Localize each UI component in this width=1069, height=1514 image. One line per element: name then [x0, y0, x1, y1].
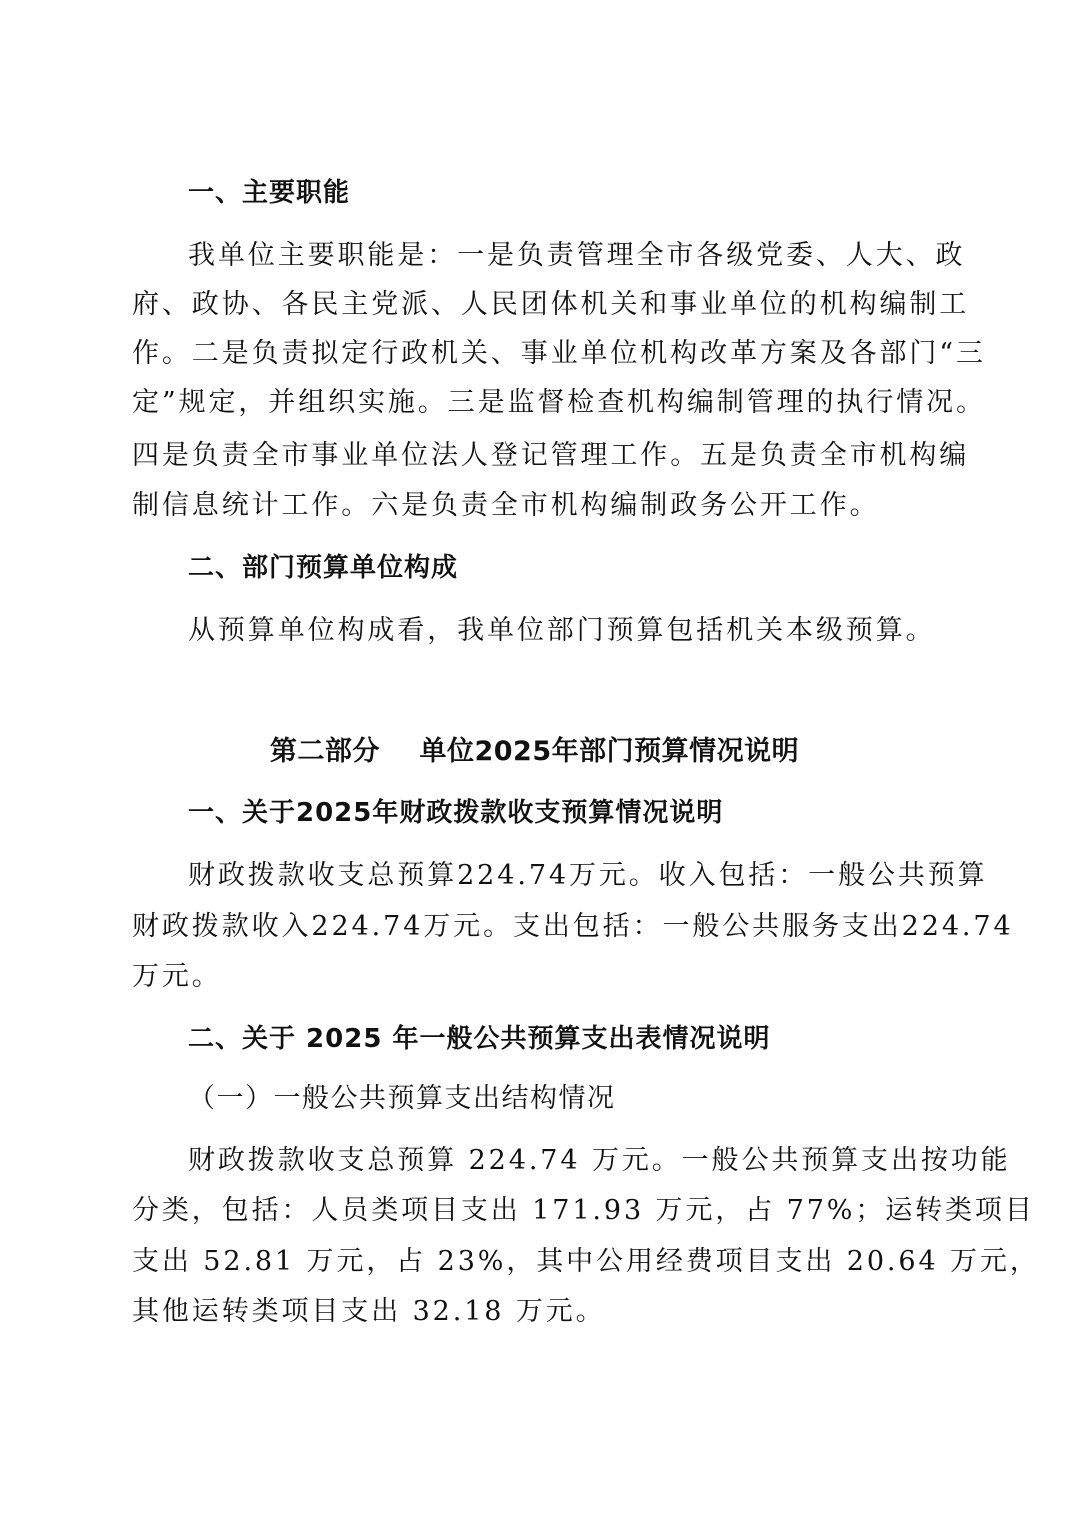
paragraph-line: 府、政协、各民主党派、人民团体机关和事业单位的机构编制工: [132, 289, 970, 320]
paragraph-line: 四是负责全市事业单位法人登记管理工作。五是负责全市机构编: [132, 440, 970, 471]
paragraph-line: 作。二是负责拟定行政机关、事业单位机构改革方案及各部门“三: [132, 338, 986, 369]
section-heading-fiscal-budget: 一、关于2025年财政拨款收支预算情况说明: [188, 798, 724, 828]
paragraph-line: 其他运转类项目支出 32.18 万元。: [132, 1296, 606, 1327]
paragraph-line: 制信息统计工作。六是负责全市机构编制政务公开工作。: [132, 490, 880, 521]
part-title: 第二部分 单位2025年部门预算情况说明: [269, 736, 800, 767]
paragraph-line: 我单位主要职能是：一是负责管理全市各级党委、人大、政: [188, 240, 966, 271]
subsection-heading: （一）一般公共预算支出结构情况: [188, 1083, 616, 1114]
paragraph-line: 万元。: [132, 961, 222, 992]
paragraph-line: 支出 52.81 万元，占 23%，其中公用经费项目支出 20.64 万元，: [132, 1246, 1040, 1277]
paragraph-line: 定”规定，并组织实施。三是监督检查机构编制管理的执行情况。: [132, 387, 986, 418]
paragraph-line: 财政拨款收支总预算224.74万元。收入包括：一般公共预算: [188, 860, 988, 891]
section-heading-main-functions: 一、主要职能: [188, 178, 351, 208]
paragraph-line: 从预算单位构成看，我单位部门预算包括机关本级预算。: [188, 615, 936, 646]
section-heading-general-budget: 二、关于 2025 年一般公共预算支出表情况说明: [188, 1024, 771, 1054]
paragraph-line: 财政拨款收支总预算 224.74 万元。一般公共预算支出按功能: [188, 1145, 1011, 1176]
section-heading-budget-units: 二、部门预算单位构成: [188, 553, 459, 583]
paragraph-line: 财政拨款收入224.74万元。支出包括：一般公共服务支出224.74: [132, 911, 1014, 942]
paragraph-line: 分类，包括：人员类项目支出 171.93 万元，占 77%；运转类项目: [132, 1195, 1035, 1226]
